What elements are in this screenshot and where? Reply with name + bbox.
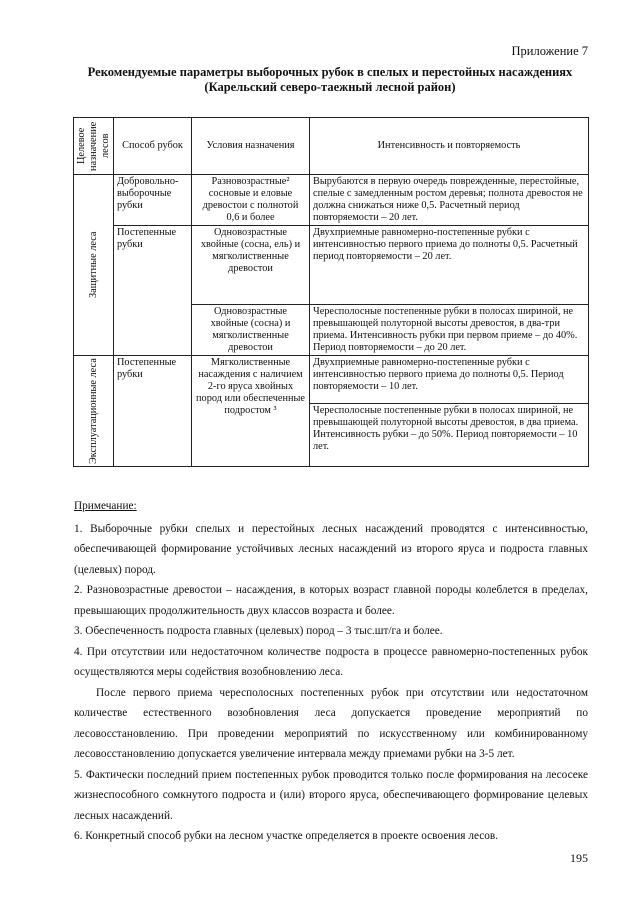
note-5: 5. Фактически последний прием постепенных рубок проводится только после формирования на лесосеке жизнеспособного сомкнутого подроста и (или) второго яруса, обеспечивающего формирование целевых лесных насаждений. (74, 768, 588, 822)
page-number: 195 (570, 851, 588, 865)
shelterwood-condition-1: Одновозрастные хвойные (сосна, ель) и мягколиственные древостои (192, 226, 310, 305)
exploitation-method-cell: Постепенные рубки (114, 356, 192, 467)
table-row (74, 226, 589, 305)
exploitation-intensity-2: Чересполосные постепенные рубки в полосах шириной, не превышающей полуторной высоты древостоя, в два приема. Интенсивность рубки – до 50%. Период повторяемости – 10 лет. (310, 404, 589, 467)
notes-heading: Примечание: (74, 500, 137, 512)
protective-forests-label: Защитные леса (74, 175, 114, 356)
title-line-1: Рекомендуемые параметры выборочных рубок в спелых и перестойных насаждениях (87, 65, 573, 79)
table-row (74, 175, 589, 226)
note-3: 3. Обеспеченность подроста главных (целевых) пород – 3 тыс.шт/га и более. (74, 625, 443, 637)
table-row (74, 356, 589, 404)
voluntary-method-cell: Добровольно-выборочные рубки (114, 175, 192, 226)
note-4: 4. При отсутствии или недостаточном количестве подроста в процессе равномерно-постепенных рубок осуществляются меры содействия возобновлению леса. (74, 645, 588, 678)
appendix-label: Приложение 7 (511, 44, 588, 58)
header-conditions: Условия назначения (192, 118, 310, 175)
note-1: 1. Выборочные рубки спелых и перестойных лесных насаждений проводятся с интенсивностью, обеспечивающей формирование устойчивых лесных насаждений из второго яруса и подроста главных (целевых) пород. (74, 522, 588, 576)
voluntary-intensity-cell: Вырубаются в первую очередь поврежденные, перестойные, спелые с замедленным ростом деревья; полнота древостоя не должна снижаться ниже 0,5. Расчетный период повторяемости – 20 лет. (310, 175, 589, 226)
note-2: 2. Разновозрастные древостои – насаждения, в которых возраст главной породы колеблется в пределах, превышающих продолжительность двух классов возраста и более. (74, 584, 588, 617)
exploitation-forests-label: Эксплуатационные леса (74, 356, 114, 467)
title-line-2: (Карельский северо-таежный лесной район) (204, 80, 456, 94)
exploitation-condition-cell: Мягколиственные насаждения с наличием 2-го яруса хвойных пород или обеспеченные подростом ³ (192, 356, 310, 467)
header-method: Способ рубок (114, 118, 192, 175)
document-title (60, 65, 600, 95)
exploitation-intensity-1: Двухприемные равномерно-постепенные рубки с интенсивностью первого приема до полноты 0,5. Период повторяемости – 10 лет. (310, 356, 589, 404)
note-6: 6. Конкретный способ рубки на лесном участке определяется в проекте освоения лесов. (74, 830, 499, 842)
shelterwood-intensity-2: Чересполосные постепенные рубки в полосах шириной, не превышающей полуторной высоты древостоя, в два-три приема. Интенсивность рубки при первом приеме – до 40%. Период повторяемости – до 20 лет. (310, 305, 589, 356)
voluntary-condition-cell: Разновозрастные² сосновые и еловые древостои с полнотой 0,6 и более (192, 175, 310, 226)
notes-section (74, 496, 588, 847)
header-intensity: Интенсивность и повторяемость (310, 118, 589, 175)
shelterwood-intensity-1: Двухприемные равномерно-постепенные рубки с интенсивностью первого приема до полноты 0,5. Расчетный период повторяемости – 20 лет. (310, 226, 589, 305)
table-header-row (74, 118, 589, 175)
parameters-table (73, 117, 589, 467)
shelterwood-method-cell: Постепенные рубки (114, 226, 192, 356)
header-purpose: Целевое назначение лесов (74, 118, 114, 175)
shelterwood-condition-2: Одновозрастные хвойные (сосна) и мягколиственные древостои (192, 305, 310, 356)
note-4-continuation: После первого приема чересполосных постепенных рубок при отсутствии или недостаточном количестве естественного возобновления леса допускается проведение мероприятий по лесовосстановлению. При проведении мероприятий по искусственному или комбинированному лесовосстановлению допускается увеличение интервала между приемами рубки на 3-5 лет. (74, 686, 588, 760)
